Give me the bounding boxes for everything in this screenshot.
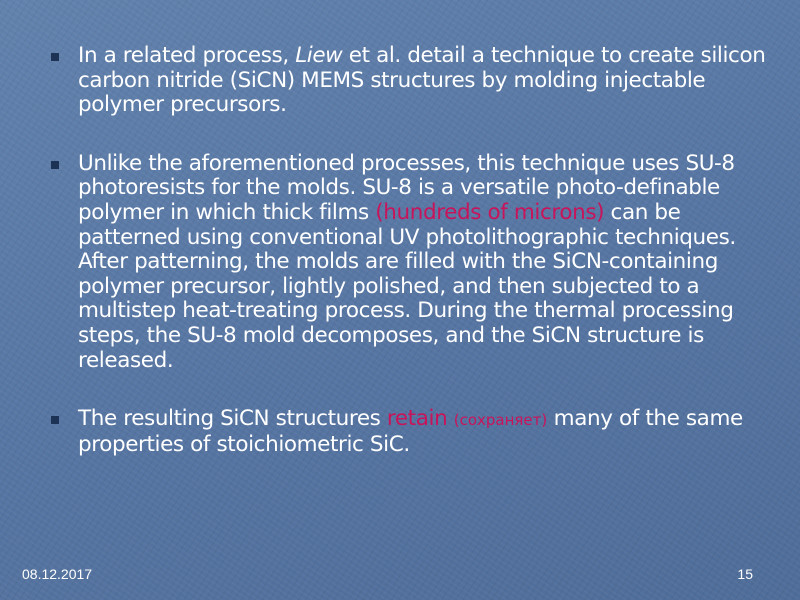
footer-date: 08.12.2017 bbox=[22, 566, 93, 582]
bullet-list bbox=[48, 44, 783, 491]
translation-note: (сохраняет) bbox=[453, 411, 548, 430]
bullet-text-segment: Unlike the aforementioned processes, this technique uses SU-8 photoresists for the molds. SU-8 is a versatile photo-definable polymer in which thick films bbox=[78, 150, 735, 225]
bullet-text-segment: In a related process, bbox=[78, 43, 296, 68]
author-name: Liew bbox=[295, 43, 343, 68]
bullet-item bbox=[48, 152, 783, 373]
bullet-item bbox=[48, 407, 783, 457]
bullet-item bbox=[48, 44, 783, 118]
page-number: 15 bbox=[737, 566, 753, 582]
highlighted-text: (hundreds of microns) bbox=[375, 199, 605, 225]
bullet-text-segment: The resulting SiCN structures bbox=[78, 406, 387, 432]
square-bullet-icon bbox=[51, 416, 59, 424]
square-bullet-icon bbox=[51, 161, 59, 169]
bullet-text-segment: et al. detail a technique to create silicon carbon nitride (SiCN) MEMS structures by molding injectable polymer precursors. bbox=[78, 43, 766, 118]
bullet-text-segment: many of the same properties of stoichiometric SiC. bbox=[78, 406, 743, 457]
bullet-text-segment: can be patterned using conventional UV photolithographic techniques. After patterning, the molds are filled with the SiCN-containing polymer precursor, lightly polished, and then subjected to a multistep heat-treating process. During the thermal processing steps, the SU-8 mold decomposes, and the SiCN structure is released. bbox=[78, 199, 736, 373]
square-bullet-icon bbox=[51, 53, 59, 61]
highlighted-text: retain bbox=[386, 406, 448, 432]
